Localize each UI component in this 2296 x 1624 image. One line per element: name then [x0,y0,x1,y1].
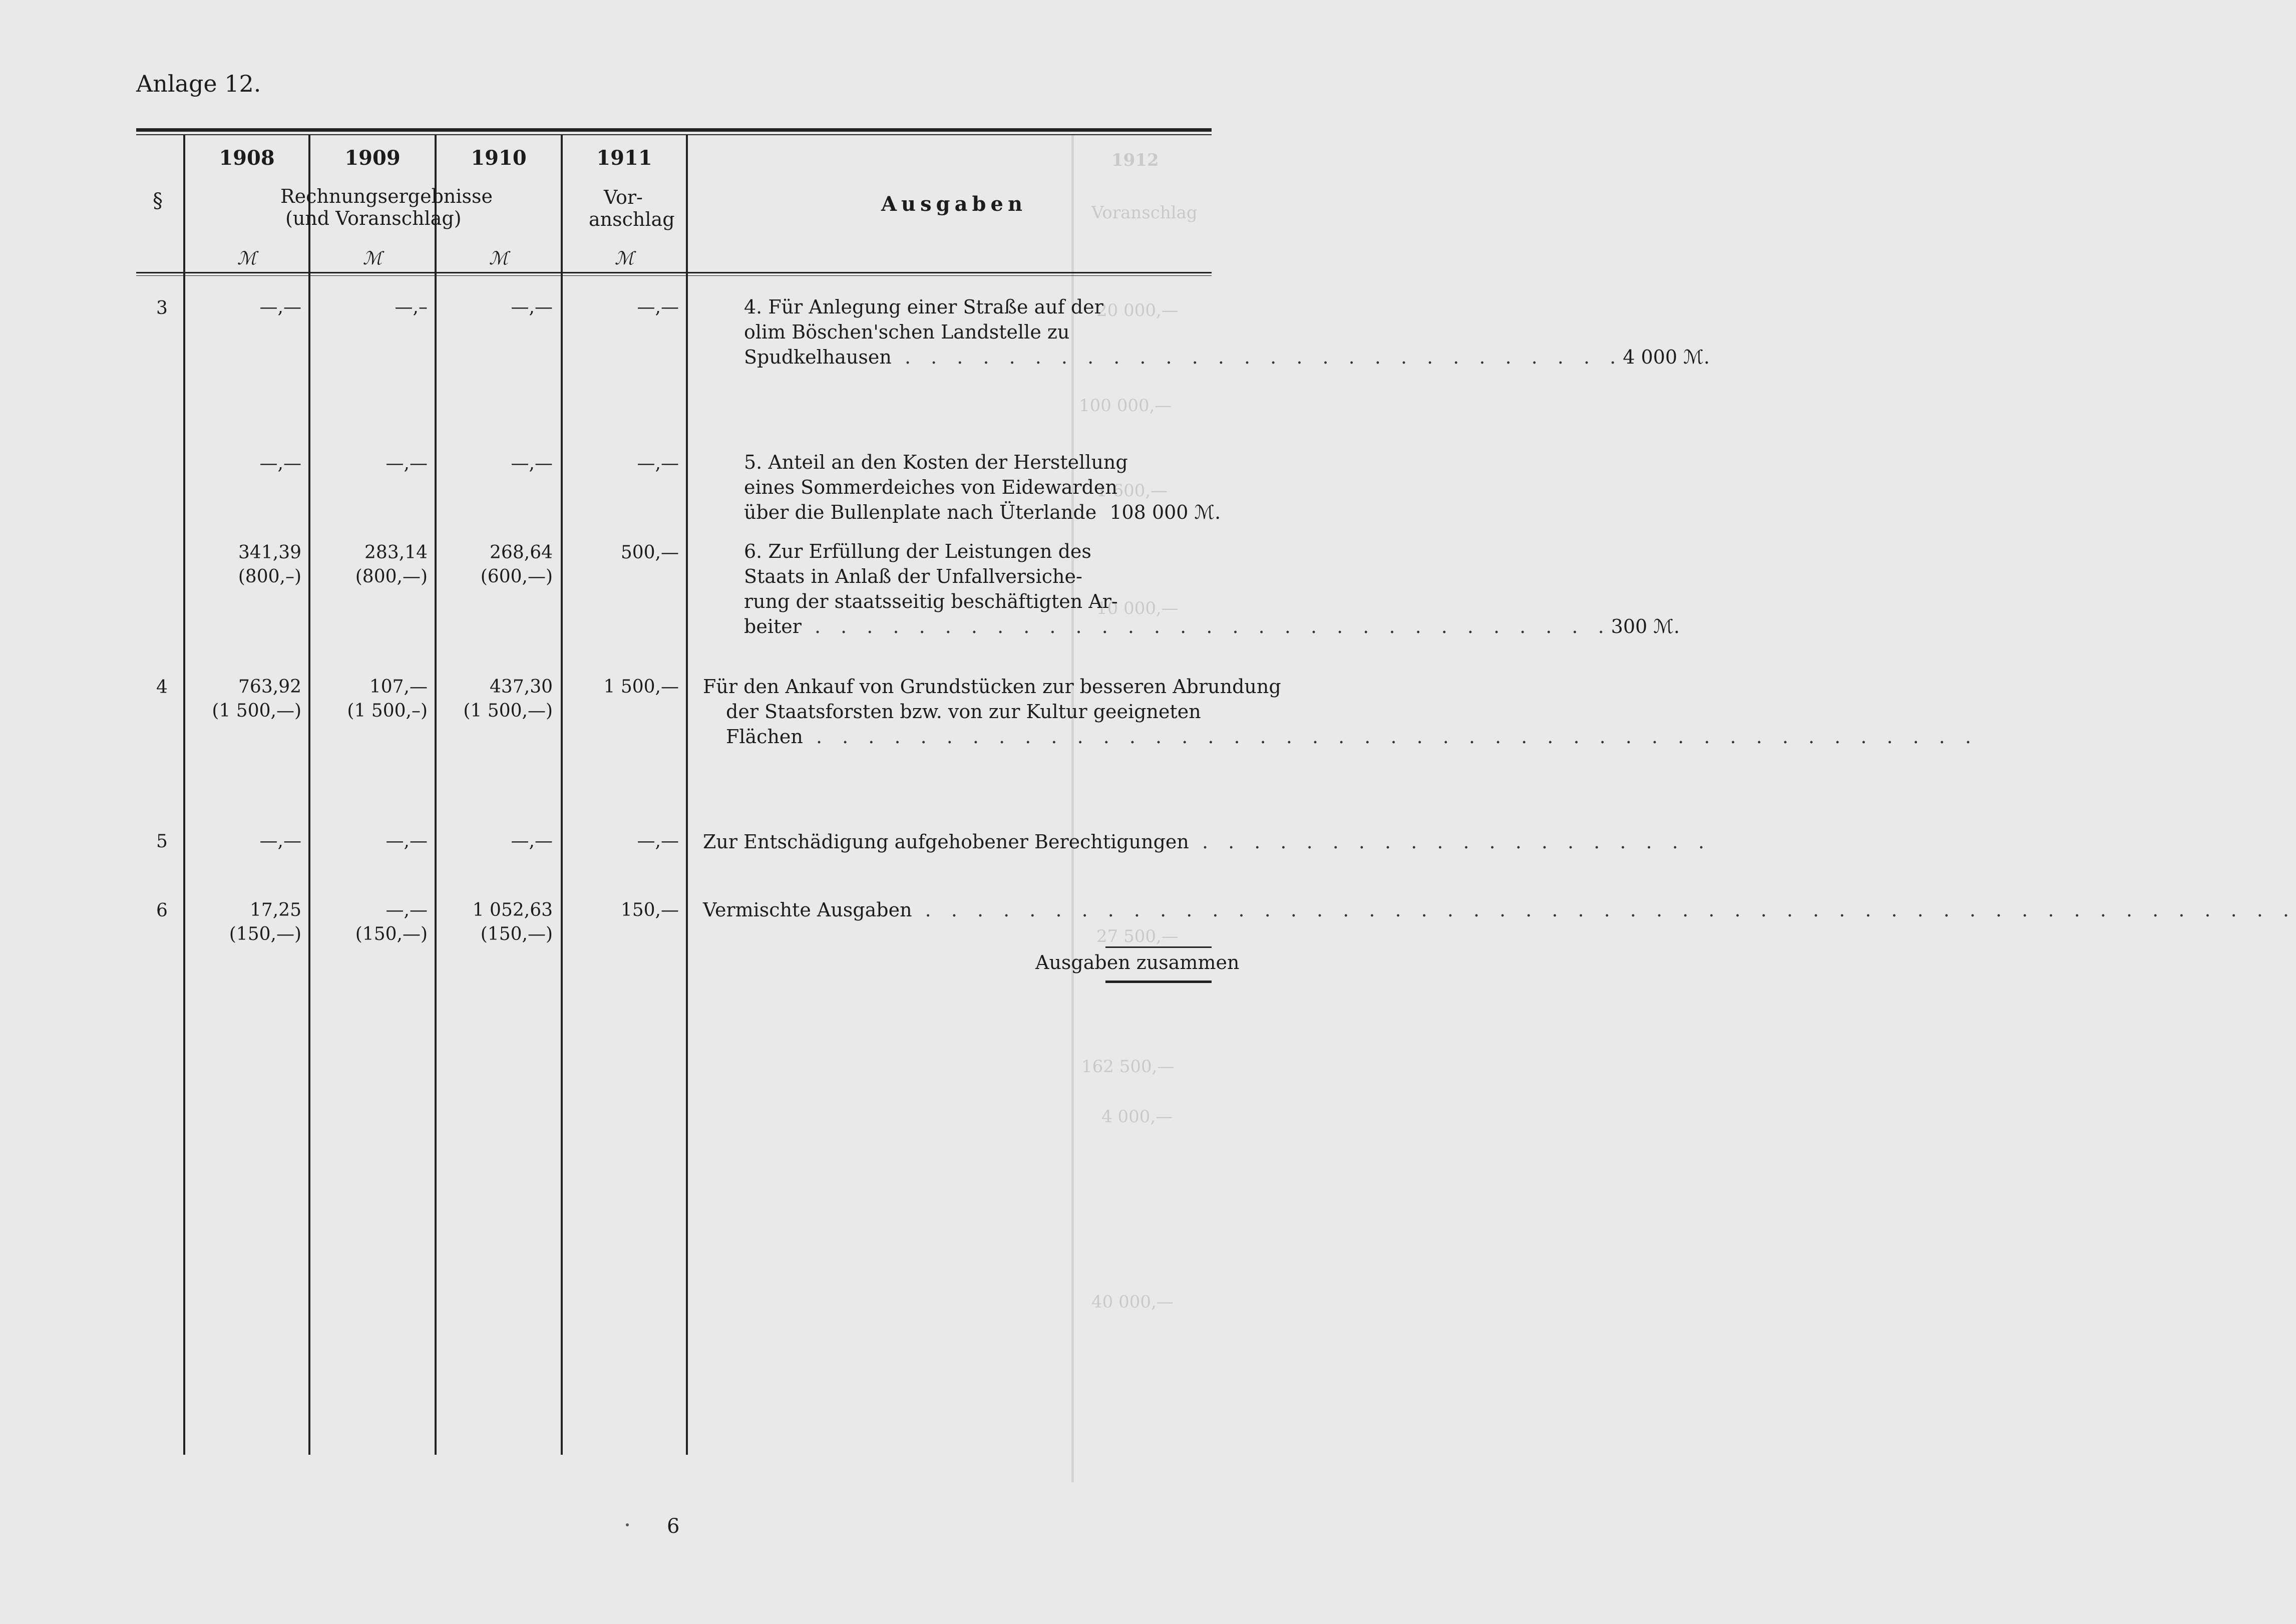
currency-mark-1910: ℳ [489,248,509,269]
description-line: 4. Für Anlegung einer Straße auf der [744,296,1103,318]
section-number: 5 [156,831,168,852]
value-1911: 500,— [620,542,679,563]
annex-title: Anlage 12. [136,70,261,97]
item-description [744,294,1710,370]
estimate-label-sub: anschlag [589,208,675,230]
value-1908: 763,92 (1 500,—) [212,677,301,721]
description-line: 6. Zur Erfüllung der Leistungen des [744,540,1091,562]
column-separator [435,135,437,1455]
description-line: eines Sommerdeiches von Eidewarden [744,476,1117,498]
value-1908: 17,25 (150,—) [229,900,301,944]
value-1909: —,— [386,831,428,851]
bleed-through-value: 1 600,— [1096,481,1168,501]
item-description [744,539,1680,639]
description-last-line [744,500,1221,525]
value-1909: —,– [395,297,428,317]
description-last-line [744,345,1710,370]
bleed-through-value: 40 000,— [1091,1292,1174,1312]
year-1909: 1909 [344,146,401,170]
ink-dot [626,1523,629,1526]
bleed-through-value: 100 000,— [1079,396,1172,416]
item-description [703,829,1712,854]
table-top-rule-thin [136,134,1212,135]
section-sign-header: § [153,189,163,212]
description-line: olim Böschen'schen Landstelle zu [744,321,1070,343]
value-1910: —,— [511,453,553,474]
column-separator [183,135,185,1455]
value-1910: 1 052,63 (150,—) [472,900,553,944]
dot-leader [1096,500,1109,525]
value-1910: 268,64 (600,—) [480,542,553,587]
column-title-ausgaben: Ausgaben [881,192,1027,216]
description-text: Vermischte Ausgaben [703,899,912,921]
description-last-line [703,897,2296,922]
value-1910: —,— [511,831,553,851]
item-amount: 4 000 ℳ. [1623,346,1710,368]
section-number: 6 [156,900,168,921]
dot-leader: . . . . . . . . . . . . . . . . . . . . . . . . . . . . [891,346,1623,368]
description-last-line [703,829,1712,854]
column-separator [561,135,563,1455]
total-label: Ausgaben zusammen [1035,951,1240,973]
bleed-through-value: 10 000,— [1096,598,1179,618]
item-description [703,674,1979,749]
bleed-through-label: Voranschlag [1091,203,1198,223]
currency-mark-1908: ℳ [237,248,257,269]
description-line: 5. Anteil an den Kosten der Herstellung [744,451,1128,473]
bleed-through-value: 162 500,— [1081,1057,1175,1077]
column-separator [308,135,310,1455]
value-1909: 283,14 (800,—) [355,542,428,587]
value-1908: —,— [259,453,301,474]
currency-mark-1909: ℳ [362,248,382,269]
dot-leader: . . . . . . . . . . . . . . . . . . . . . . . . . . . . . . . . . . . . . . . . . . . . . . . . . . . . . [912,899,2296,921]
dot-leader: . . . . . . . . . . . . . . . . . . . . . . . . . . . . . . . [801,615,1611,637]
item-description [744,450,1221,525]
results-label: Rechnungsergebnisse [280,185,493,207]
value-1908: —,— [259,831,301,851]
bleed-through-value: 20 000,— [1096,300,1179,320]
section-number: 3 [156,298,168,318]
year-1911: 1911 [596,146,652,170]
table-header-rule-thin [136,275,1212,276]
bleed-through-year: 1912 [1111,150,1159,170]
description-text: über die Bullenplate nach Üterlande [744,501,1097,523]
bleed-through-value: 4 000,— [1101,1107,1173,1127]
description-text: Spudkelhausen [744,346,892,368]
description-last-line [744,614,1680,639]
results-label-sub: (und Voranschlag) [285,207,462,229]
value-1911: —,— [637,831,679,851]
dot-leader: . . . . . . . . . . . . . . . . . . . . [1189,831,1712,853]
value-1911: 1 500,— [603,677,679,697]
description-line: Staats in Anlaß der Unfallversiche- [744,565,1082,587]
item-amount: 300 ℳ. [1611,615,1680,637]
description-text: beiter [744,615,802,637]
value-1909: 107,— (1 500,–) [347,677,428,721]
year-1910: 1910 [471,146,527,170]
description-line: rung der staatsseitig beschäftigten Ar- [744,590,1118,612]
value-1908: 341,39 (800,–) [238,542,301,587]
item-amount: 108 000 ℳ. [1109,501,1221,523]
table-header-rule [136,272,1212,273]
value-1908: —,— [259,297,301,317]
estimate-label: Vor- [604,186,643,208]
value-1910: 437,30 (1 500,—) [463,677,553,721]
value-1910: —,— [511,297,553,317]
table-top-rule [136,128,1212,132]
description-line: Für den Ankauf von Grundstücken zur besseren Abrundung [703,676,1281,698]
column-separator [686,135,688,1455]
value-1911: 150,— [620,900,679,920]
description-text: Flächen [726,726,803,748]
currency-mark-1911: ℳ [614,248,634,269]
total-rule-bottom [1105,981,1212,983]
bleed-through-value: 27 500,— [1096,926,1179,946]
value-1911: —,— [637,297,679,317]
description-line: der Staatsforsten bzw. von zur Kultur geeigneten [726,701,1201,723]
description-text: Zur Entschädigung aufgehobener Berechtigungen [703,831,1189,853]
value-1909: —,— [386,453,428,474]
value-1911: —,— [637,453,679,474]
page-number: 6 [667,1515,680,1538]
year-1908: 1908 [219,146,275,170]
section-number: 4 [156,677,168,698]
description-last-line [703,724,1979,749]
total-rule-top [1105,946,1212,948]
value-1909: —,— (150,—) [355,900,428,944]
dot-leader: . . . . . . . . . . . . . . . . . . . . . . . . . . . . . . . . . . . . . . . . . . . . . [803,726,1979,748]
item-description [703,897,2296,922]
